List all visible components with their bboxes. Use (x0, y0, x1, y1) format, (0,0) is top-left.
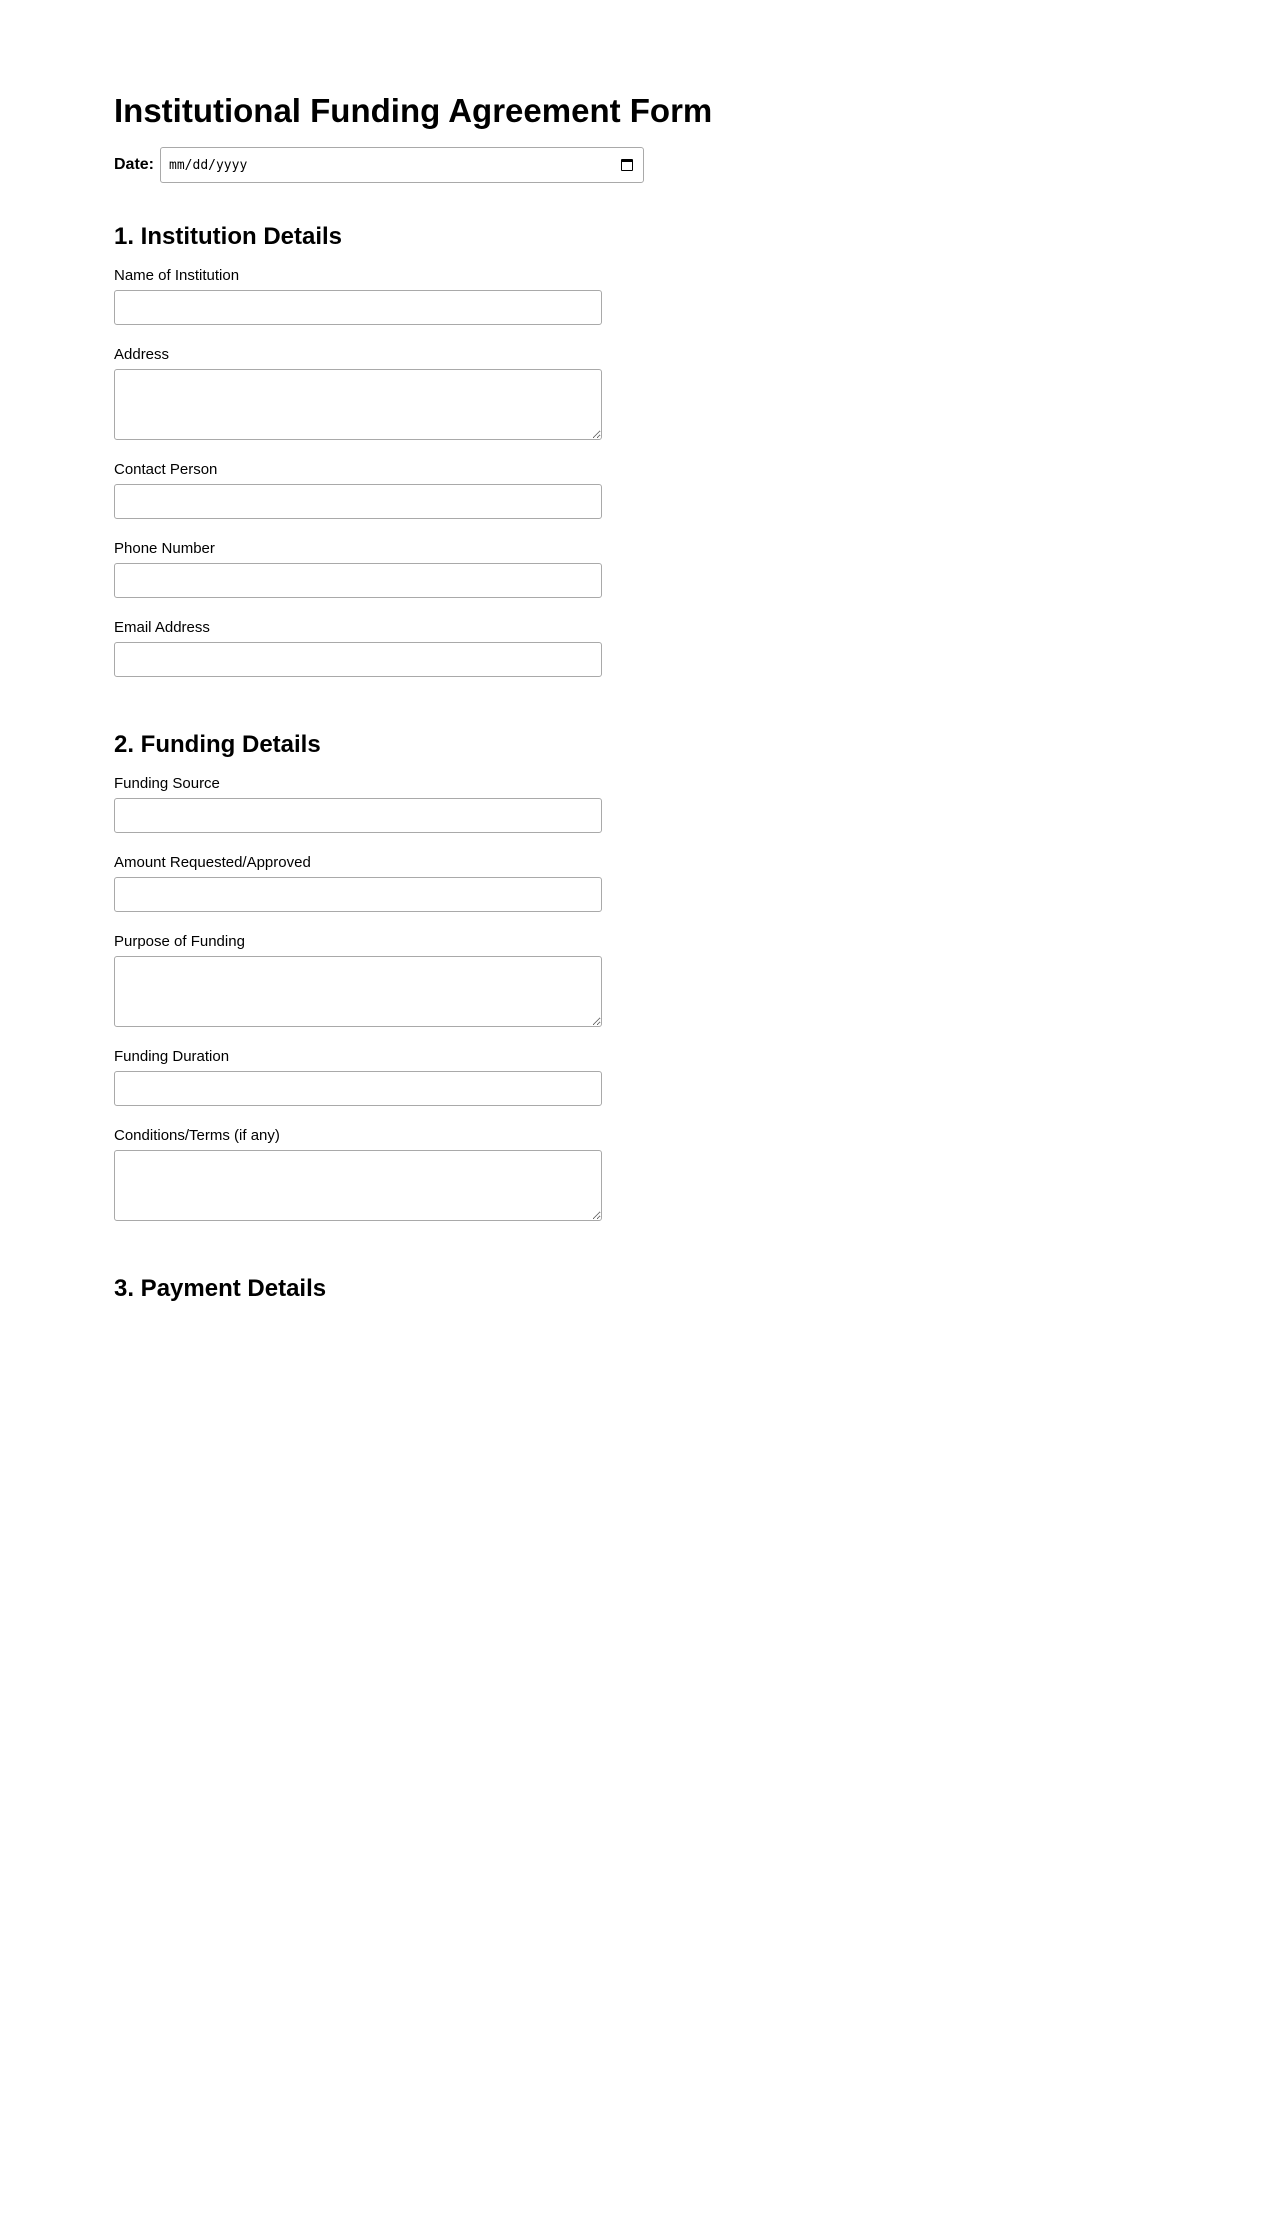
name-of-institution-label: Name of Institution (114, 267, 240, 284)
date-label: Date: (114, 156, 155, 173)
contact-person-input[interactable] (114, 484, 602, 519)
conditions-terms-textarea[interactable] (114, 1150, 602, 1221)
date-row (114, 146, 644, 184)
phone-number-input[interactable] (114, 563, 602, 598)
address-textarea[interactable] (114, 369, 602, 440)
email-address-label: Email Address (114, 619, 210, 636)
funding-duration-label: Funding Duration (114, 1048, 230, 1065)
amount-requested-input[interactable] (114, 877, 602, 912)
purpose-of-funding-label: Purpose of Funding (114, 933, 245, 950)
conditions-terms-label: Conditions/Terms (if any) (114, 1127, 280, 1144)
contact-person-label: Contact Person (114, 461, 218, 478)
funding-duration-input[interactable] (114, 1071, 602, 1106)
date-input[interactable] (160, 147, 644, 183)
section-heading-funding-details: 2. Funding Details (114, 731, 321, 758)
name-of-institution-input[interactable] (114, 290, 602, 325)
page-title: Institutional Funding Agreement Form (114, 92, 713, 129)
email-address-input[interactable] (114, 642, 602, 677)
amount-requested-label: Amount Requested/Approved (114, 854, 311, 871)
section-heading-institution-details: 1. Institution Details (114, 223, 343, 250)
address-label: Address (114, 346, 170, 363)
calendar-icon[interactable] (621, 159, 633, 171)
funding-source-label: Funding Source (114, 775, 220, 792)
date-placeholder: mm/dd/yyyy (169, 157, 248, 173)
funding-source-input[interactable] (114, 798, 602, 833)
purpose-of-funding-textarea[interactable] (114, 956, 602, 1027)
section-heading-payment-details: 3. Payment Details (114, 1275, 327, 1302)
phone-number-label: Phone Number (114, 540, 215, 557)
